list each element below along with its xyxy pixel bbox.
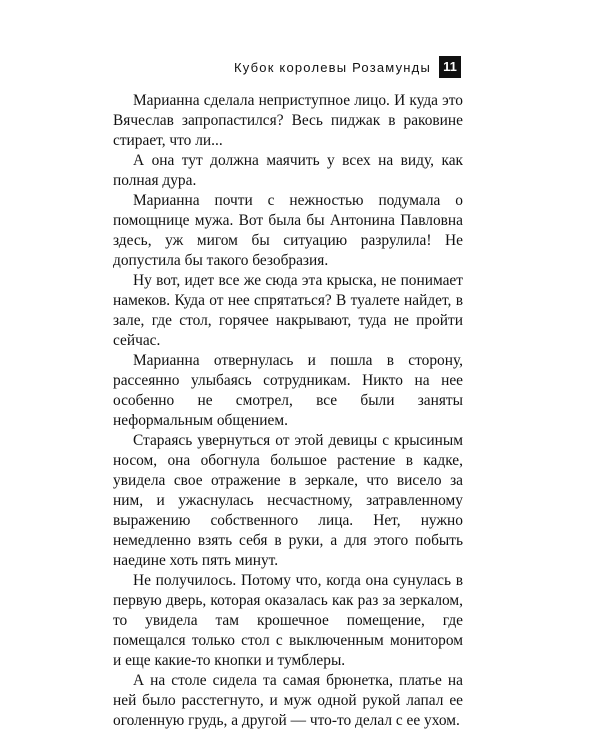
paragraph: Ну вот, идет все же сюда эта крыска, не понимает намеков. Куда от нее спрятаться? В туалете найдет, в зале, где стол, горячее накрывают, туда не пройти сейчас. (113, 272, 463, 349)
running-title: Кубок королевы Розамунды (234, 59, 431, 75)
body-text (113, 91, 463, 731)
paragraph: А она тут должна маячить у всех на виду, как полная дура. (113, 152, 463, 189)
running-header (234, 56, 461, 78)
paragraph: Не получилось. Потому что, когда она сунулась в первую дверь, которая оказалась как раз за зеркалом, то увидела там крошечное помещение, где помещался только стол с выключенным монитором и еще какие-то кнопки и тумблеры. (113, 572, 463, 669)
page-number: 11 (439, 56, 461, 78)
paragraph: Марианна почти с нежностью подумала о помощнице мужа. Вот была бы Антонина Павловна здесь, уж мигом бы ситуацию разрулила! Не допустила бы такого безобразия. (113, 192, 463, 269)
paragraph: Стараясь увернуться от этой девицы с крысиным носом, она обогнула большое растение в кадке, увидела свое отражение в зеркале, что висело за ним, и ужаснулась несчастному, затравленному выражению собственного лица. Нет, нужно немедленно взять себя в руки, а для этого побыть наедине хоть пять минут. (113, 432, 463, 569)
paragraph: Марианна отвернулась и пошла в сторону, рассеянно улыбаясь сотрудникам. Никто на нее особенно не смотрел, все были заняты неформальным общением. (113, 352, 463, 429)
paragraph: А на столе сидела та самая брюнетка, платье на ней было расстегнуто, и муж одной рукой лапал ее оголенную грудь, а другой — что-то делал с ее ухом. (113, 672, 463, 729)
paragraph: Марианна сделала неприступное лицо. И куда это Вячеслав запропастился? Весь пиджак в раковине стирает, что ли... (113, 92, 463, 149)
